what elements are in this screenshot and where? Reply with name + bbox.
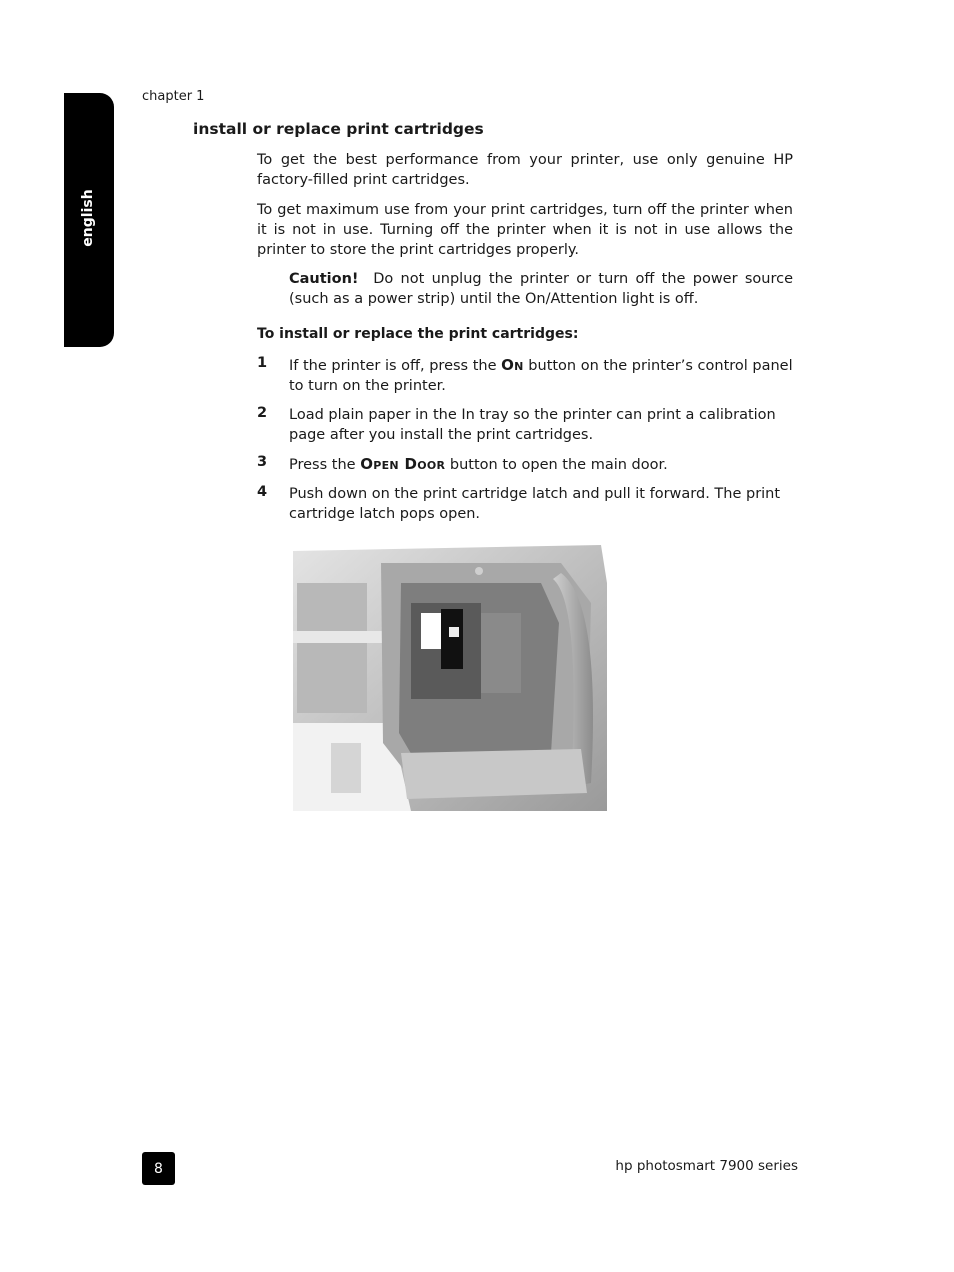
step-text: Push down on the print cartridge latch and pull it forward. The print cartridge latch pops open. (289, 486, 781, 522)
step-number: 2 (257, 405, 268, 421)
chapter-label: chapter 1 (142, 89, 205, 104)
step-text (289, 355, 793, 396)
caution-label: Caution! (289, 271, 359, 287)
step-text-part: button on the printer’s control panel to turn on the printer. (289, 358, 793, 394)
step-text (289, 454, 793, 475)
step-text-part: Press the (289, 457, 361, 473)
section-title: install or replace print cartridges (193, 120, 484, 138)
step-text-part: If the printer is off, press the (289, 358, 502, 374)
step-number: 3 (257, 454, 268, 470)
open-door-button-name: Open Door (360, 455, 446, 473)
footer-product-name: hp photosmart 7900 series (615, 1158, 798, 1174)
step-number: 1 (257, 355, 268, 371)
procedure-title: To install or replace the print cartridges: (257, 326, 579, 342)
caution-note (289, 269, 793, 309)
on-button-name: On (501, 356, 524, 374)
caution-text: Do not unplug the printer or turn off the power source (such as a power strip) until the On/Attention light is off. (289, 271, 794, 307)
step-number: 4 (257, 484, 268, 500)
intro-paragraph-1: To get the best performance from your printer, use only genuine HP factory-filled print cartridges. (257, 152, 793, 188)
page-number: 8 (142, 1152, 175, 1185)
step-text-part: button to open the main door. (445, 457, 668, 473)
language-tab-label: english (80, 189, 96, 247)
step-text: Load plain paper in the In tray so the printer can print a calibration page after you install the print cartridges. (289, 407, 776, 443)
printer-cartridge-illustration (291, 543, 607, 811)
intro-paragraph-2: To get maximum use from your print cartridges, turn off the printer when it is not in use. Turning off the printer when it is not in use allows the printer to store the print cartridges properly. (257, 202, 793, 258)
